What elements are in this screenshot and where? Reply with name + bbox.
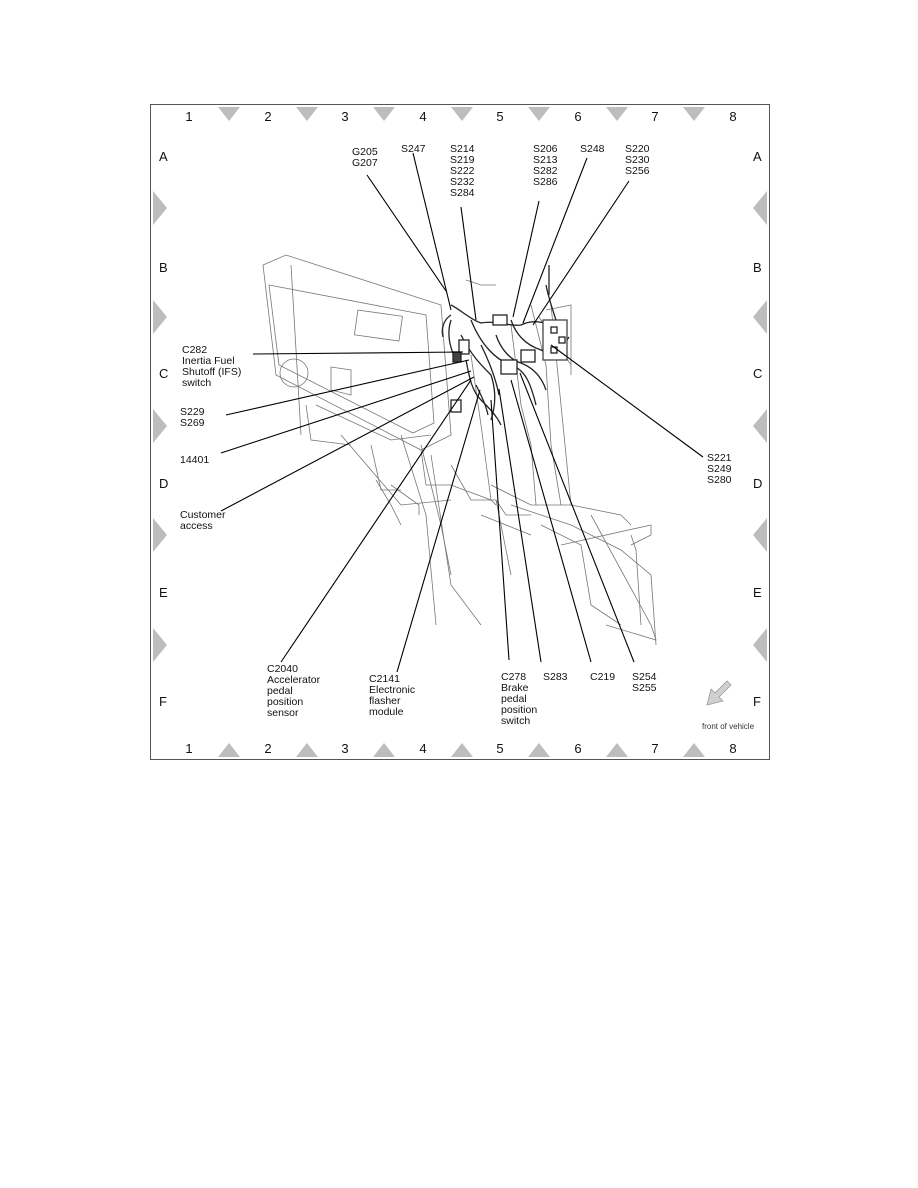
leader-customer <box>221 377 474 511</box>
col-label-top-7: 7 <box>651 109 659 124</box>
grid-marker-right-5 <box>753 628 767 662</box>
grid-labels <box>159 109 762 756</box>
vehicle-structure-drawing <box>263 255 656 645</box>
callout-labels <box>180 143 734 727</box>
row-label-right-d: D <box>753 476 763 491</box>
col-label-top-5: 5 <box>496 109 504 124</box>
callout-s206: S206 S213 S282 S286 <box>533 143 558 188</box>
grid-marker-top-6 <box>606 107 628 121</box>
col-label-top-6: 6 <box>574 109 582 124</box>
col-label-bottom-5: 5 <box>496 741 504 756</box>
callout-g205: G205 G207 <box>352 146 378 169</box>
row-label-right-f: F <box>753 694 761 709</box>
callout-s214: S214 S219 S222 S232 S284 <box>450 143 475 199</box>
callout-s254: S254 S255 <box>632 671 657 694</box>
col-label-bottom-2: 2 <box>264 741 272 756</box>
leader-s220 <box>533 181 629 325</box>
leader-c2040 <box>281 380 471 662</box>
wiring-diagram <box>151 105 769 759</box>
front-of-vehicle-label: front of vehicle <box>702 722 755 731</box>
grid-marker-bottom-7 <box>683 743 705 757</box>
col-label-bottom-6: 6 <box>574 741 582 756</box>
row-label-left-f: F <box>159 694 167 709</box>
col-label-bottom-4: 4 <box>419 741 427 756</box>
callout-customer: Customer access <box>180 509 226 532</box>
grid-marker-left-1 <box>153 191 167 225</box>
arrow-down-left-icon <box>707 681 731 705</box>
grid-marker-top-4 <box>451 107 473 121</box>
callout-c282: C282 Inertia Fuel Shutoff (IFS) switch <box>182 344 242 389</box>
row-label-left-d: D <box>159 476 169 491</box>
leader-s254 <box>520 373 634 662</box>
leader-lines <box>221 153 703 672</box>
callout-c2141: C2141 Electronic flasher module <box>369 673 416 718</box>
grid-marker-left-2 <box>153 300 167 334</box>
callout-14401: 14401 <box>180 454 210 466</box>
row-label-right-b: B <box>753 260 762 275</box>
leader-g205 <box>367 175 446 291</box>
grid-marker-bottom-5 <box>528 743 550 757</box>
leader-c2141 <box>397 390 480 672</box>
grid-marker-top-1 <box>218 107 240 121</box>
callout-s248: S248 <box>580 143 605 155</box>
grid-marker-right-1 <box>753 191 767 225</box>
row-label-right-a: A <box>753 149 762 164</box>
callout-s221: S221 S249 S280 <box>707 452 732 486</box>
row-label-right-e: E <box>753 585 762 600</box>
row-label-left-a: A <box>159 149 168 164</box>
grid-markers <box>153 107 767 757</box>
grid-marker-top-2 <box>296 107 318 121</box>
leader-s283 <box>499 389 541 662</box>
front-of-vehicle-indicator <box>702 681 755 731</box>
row-label-left-e: E <box>159 585 168 600</box>
callout-s247: S247 <box>401 143 426 155</box>
grid-marker-right-4 <box>753 518 767 552</box>
wiring-harness <box>442 265 569 425</box>
leader-s247 <box>413 153 451 310</box>
col-label-top-4: 4 <box>419 109 427 124</box>
leader-c282 <box>253 352 463 354</box>
callout-s220: S220 S230 S256 <box>625 143 650 177</box>
callout-s283: S283 <box>543 671 568 683</box>
row-label-right-c: C <box>753 366 763 381</box>
grid-marker-top-5 <box>528 107 550 121</box>
grid-marker-bottom-4 <box>451 743 473 757</box>
grid-marker-top-7 <box>683 107 705 121</box>
diagram-frame <box>150 104 770 760</box>
grid-marker-right-3 <box>753 409 767 443</box>
leader-s206 <box>513 201 539 317</box>
grid-marker-top-3 <box>373 107 395 121</box>
grid-marker-left-4 <box>153 518 167 552</box>
col-label-top-1: 1 <box>185 109 193 124</box>
callout-c278: C278 Brake pedal position switch <box>501 671 538 727</box>
row-label-left-b: B <box>159 260 168 275</box>
grid-marker-bottom-1 <box>218 743 240 757</box>
leader-c219 <box>511 380 591 662</box>
row-label-left-c: C <box>159 366 169 381</box>
grid-marker-bottom-6 <box>606 743 628 757</box>
leader-s214 <box>461 207 476 320</box>
grid-marker-bottom-3 <box>373 743 395 757</box>
col-label-bottom-8: 8 <box>729 741 737 756</box>
col-label-bottom-7: 7 <box>651 741 659 756</box>
col-label-top-3: 3 <box>341 109 349 124</box>
callout-s229: S229 S269 <box>180 406 205 429</box>
col-label-bottom-3: 3 <box>341 741 349 756</box>
grid-marker-bottom-2 <box>296 743 318 757</box>
col-label-bottom-1: 1 <box>185 741 193 756</box>
leader-s221 <box>551 345 703 457</box>
callout-c2040: C2040 Accelerator pedal position sensor <box>267 663 321 719</box>
callout-c219: C219 <box>590 671 616 683</box>
grid-marker-left-5 <box>153 628 167 662</box>
col-label-top-2: 2 <box>264 109 272 124</box>
grid-marker-left-3 <box>153 409 167 443</box>
col-label-top-8: 8 <box>729 109 737 124</box>
grid-marker-right-2 <box>753 300 767 334</box>
